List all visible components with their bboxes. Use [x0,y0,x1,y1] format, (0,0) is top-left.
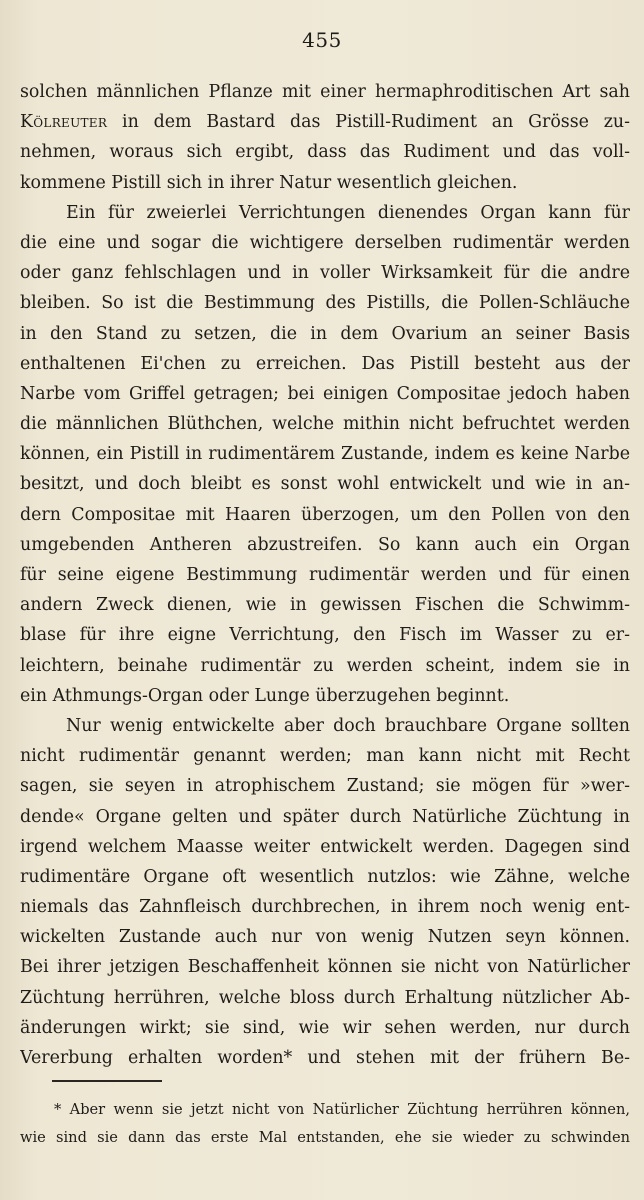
text-line: die männlichen Blüthchen, welche mithin nicht befruchtet werden [20,414,630,435]
text-line: umgebenden Antheren abzustreifen. So kann auch ein Organ [20,534,630,555]
text-line: irgend welchem Maasse weiter entwickelt werden. Dagegen sind [20,836,630,857]
text-line: besitzt, und doch bleibt es sonst wohl entwickelt und wie in an- [20,474,630,495]
text-line: andern Zweck dienen, wie in gewissen Fischen die Schwimm- [20,595,630,616]
text-line: solchen männlichen Pflanze mit einer hermaphroditischen Art sah [20,82,630,102]
author-name: Kölreuter [20,112,108,133]
text-line: bleiben. So ist die Bestimmung des Pistills, die Pollen-Schläuche [20,293,630,314]
text-line: ein Athmungs-Organ oder Lunge überzugehen beginnt. [20,685,510,706]
text-line: änderungen wirkt; sie sind, wie wir sehen werden, nur durch [20,1017,630,1038]
text-line: blase für ihre eigne Verrichtung, den Fisch im Wasser zu er- [20,625,630,646]
text-line: dern Compositae mit Haaren überzogen, um den Pollen von den [20,504,630,525]
text-line: leichtern, beinahe rudimentär zu werden scheint, indem sie in [20,655,630,676]
body-text [20,77,630,1073]
text-line: oder ganz fehlschlagen und in voller Wirksamkeit für die andre [20,263,630,284]
footnote-line: wie sind sie dann das erste Mal entstanden, ehe sie wieder zu schwinden [20,1129,630,1146]
text-line: dende« Organe gelten und später durch Natürliche Züchtung in [20,806,630,827]
text-line: Züchtung herrühren, welche bloss durch Erhaltung nützlicher Ab- [20,987,630,1008]
text-line: können, ein Pistill in rudimentärem Zustande, indem es keine Narbe [20,444,630,465]
text-line: nicht rudimentär genannt werden; man kann nicht mit Recht [20,746,630,767]
text-line: in den Stand zu setzen, die in dem Ovarium an seiner Basis [20,323,630,344]
text-line: Nur wenig entwickelte aber doch brauchbare Organe sollten [66,715,630,736]
text-line: nehmen, woraus sich ergibt, dass das Rudiment und das voll- [20,142,630,163]
page-number: 455 [302,28,342,52]
text-line: Vererbung erhalten worden* und stehen mit der frühern Be- [20,1048,630,1068]
footnote-line: * Aber wenn sie jetzt nicht von Natürlicher Züchtung herrühren können, [54,1101,630,1118]
text-line-rest: in dem Bastard das Pistill-Rudiment an Grösse zu- [107,112,630,133]
text-line: wickelten Zustande auch nur von wenig Nutzen seyn können. [20,927,630,948]
text-line: enthaltenen Ei'chen zu erreichen. Das Pistill besteht aus der [20,353,630,374]
text-line: rudimentäre Organe oft wesentlich nutzlos: wie Zähne, welche [20,866,630,887]
text-line: sagen, sie seyen in atrophischem Zustand; sie mögen für »wer- [20,776,630,797]
text-line: niemals das Zahnfleisch durchbrechen, in ihrem noch wenig ent- [20,897,630,918]
text-line: Narbe vom Griffel getragen; bei einigen Compositae jedoch haben [20,383,630,404]
footnote-rule [52,1080,162,1082]
footnote [20,1096,630,1152]
text-line: Ein für zweierlei Verrichtungen dienendes Organ kann für [66,202,630,223]
text-line: kommene Pistill sich in ihrer Natur wesentlich gleichen. [20,172,518,193]
text-line: Bei ihrer jetzigen Beschaffenheit können sie nicht von Natürlicher [20,957,630,978]
text-line: für seine eigene Bestimmung rudimentär werden und für einen [20,565,630,585]
text-line: die eine und sogar die wichtigere derselben rudimentär werden [20,232,630,253]
text-line [20,107,630,137]
